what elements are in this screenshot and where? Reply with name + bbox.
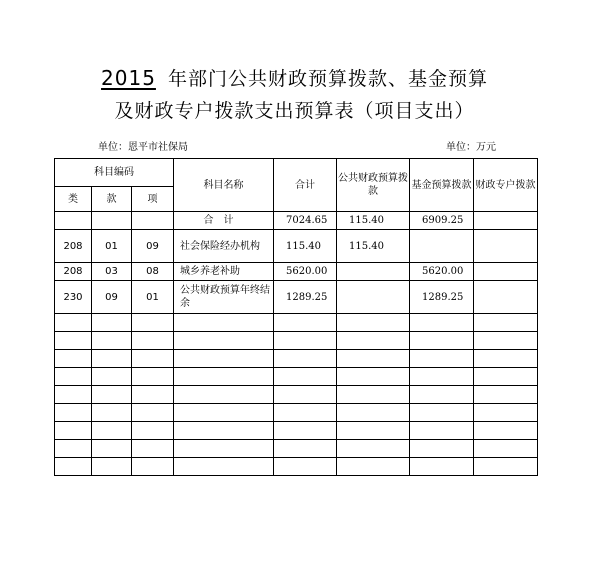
row-special <box>474 281 538 314</box>
empty-row <box>55 440 538 458</box>
total-xiang-cell <box>132 212 174 230</box>
empty-cell <box>92 332 132 350</box>
empty-cell <box>410 368 474 386</box>
total-fund: 6909.25 <box>410 212 474 230</box>
empty-cell <box>55 458 92 476</box>
empty-cell <box>274 422 337 440</box>
empty-row <box>55 404 538 422</box>
row-lei: 208 <box>55 230 92 263</box>
header-row-1 <box>55 159 538 187</box>
empty-cell <box>174 350 274 368</box>
row-subject-name: 城乡养老补助 <box>174 263 274 281</box>
row-lei: 230 <box>55 281 92 314</box>
empty-cell <box>337 422 410 440</box>
empty-cell <box>474 350 538 368</box>
row-public <box>337 263 410 281</box>
empty-cell <box>55 350 92 368</box>
row-xiang: 08 <box>132 263 174 281</box>
empty-cell <box>55 368 92 386</box>
empty-cell <box>274 404 337 422</box>
row-total: 5620.00 <box>274 263 337 281</box>
empty-cell <box>274 368 337 386</box>
empty-cell <box>174 368 274 386</box>
empty-cell <box>132 458 174 476</box>
empty-cell <box>132 368 174 386</box>
row-fund: 5620.00 <box>410 263 474 281</box>
empty-row <box>55 368 538 386</box>
empty-cell <box>55 440 92 458</box>
empty-cell <box>410 386 474 404</box>
empty-cell <box>92 314 132 332</box>
empty-cell <box>132 332 174 350</box>
header-xiang: 项 <box>132 187 174 212</box>
empty-cell <box>474 458 538 476</box>
empty-cell <box>274 350 337 368</box>
header-code-group: 科目编码 <box>55 159 174 187</box>
empty-cell <box>55 422 92 440</box>
row-public: 115.40 <box>337 230 410 263</box>
empty-cell <box>174 440 274 458</box>
empty-cell <box>337 404 410 422</box>
empty-cell <box>410 440 474 458</box>
empty-cell <box>274 332 337 350</box>
row-public <box>337 281 410 314</box>
title-line-1-text: 年部门公共财政预算拨款、基金预算 <box>167 68 488 90</box>
empty-cell <box>474 422 538 440</box>
empty-cell <box>55 314 92 332</box>
title-year: 2015 <box>101 66 156 90</box>
empty-cell <box>92 350 132 368</box>
empty-cell <box>274 386 337 404</box>
empty-cell <box>410 314 474 332</box>
table-row <box>55 281 538 314</box>
row-fund <box>410 230 474 263</box>
row-fund: 1289.25 <box>410 281 474 314</box>
empty-cell <box>132 350 174 368</box>
empty-row <box>55 314 538 332</box>
row-total: 1289.25 <box>274 281 337 314</box>
total-lei-cell <box>55 212 92 230</box>
header-special-account: 财政专户拨款 <box>474 159 538 212</box>
empty-cell <box>474 386 538 404</box>
empty-cell <box>132 386 174 404</box>
total-label: 合计 <box>174 212 274 230</box>
empty-cell <box>474 440 538 458</box>
empty-cell <box>474 314 538 332</box>
empty-row <box>55 386 538 404</box>
empty-cell <box>410 404 474 422</box>
header-kuan: 款 <box>92 187 132 212</box>
header-public-budget: 公共财政预算拨款 <box>337 159 410 212</box>
empty-cell <box>174 422 274 440</box>
empty-cell <box>92 386 132 404</box>
total-kuan-cell <box>92 212 132 230</box>
empty-cell <box>337 458 410 476</box>
row-kuan: 01 <box>92 230 132 263</box>
header-total: 合计 <box>274 159 337 212</box>
empty-cell <box>55 404 92 422</box>
empty-cell <box>92 368 132 386</box>
empty-cell <box>337 386 410 404</box>
row-lei: 208 <box>55 263 92 281</box>
budget-table <box>54 158 538 476</box>
document-title-line-1 <box>0 64 589 91</box>
empty-cell <box>92 458 132 476</box>
row-subject-name: 社会保险经办机构 <box>174 230 274 263</box>
empty-cell <box>132 314 174 332</box>
empty-cell <box>410 332 474 350</box>
table-row <box>55 263 538 281</box>
empty-cell <box>55 386 92 404</box>
header-fund-budget: 基金预算拨款 <box>410 159 474 212</box>
empty-cell <box>132 422 174 440</box>
unit-department: 单位：恩平市社保局 <box>98 142 188 153</box>
empty-cell <box>410 458 474 476</box>
empty-cell <box>174 332 274 350</box>
empty-cell <box>410 422 474 440</box>
empty-cell <box>474 368 538 386</box>
row-special <box>474 230 538 263</box>
row-total: 115.40 <box>274 230 337 263</box>
empty-row <box>55 350 538 368</box>
header-subject-name: 科目名称 <box>174 159 274 212</box>
empty-row <box>55 458 538 476</box>
row-kuan: 09 <box>92 281 132 314</box>
row-special <box>474 263 538 281</box>
total-row <box>55 212 538 230</box>
empty-cell <box>410 350 474 368</box>
total-special <box>474 212 538 230</box>
row-xiang: 09 <box>132 230 174 263</box>
row-subject-name: 公共财政预算年终结余 <box>174 281 274 314</box>
empty-cell <box>174 314 274 332</box>
total-amount: 7024.65 <box>274 212 337 230</box>
table-row <box>55 230 538 263</box>
empty-row <box>55 332 538 350</box>
empty-cell <box>174 386 274 404</box>
empty-cell <box>92 404 132 422</box>
empty-cell <box>474 332 538 350</box>
empty-cell <box>132 404 174 422</box>
row-kuan: 03 <box>92 263 132 281</box>
empty-cell <box>337 440 410 458</box>
total-public: 115.40 <box>337 212 410 230</box>
empty-rows-body <box>55 314 538 476</box>
row-xiang: 01 <box>132 281 174 314</box>
empty-cell <box>92 422 132 440</box>
empty-cell <box>337 314 410 332</box>
unit-currency: 单位：万元 <box>446 142 496 153</box>
empty-cell <box>92 440 132 458</box>
empty-cell <box>55 332 92 350</box>
header-lei: 类 <box>55 187 92 212</box>
empty-cell <box>174 458 274 476</box>
empty-cell <box>337 350 410 368</box>
empty-cell <box>174 404 274 422</box>
empty-cell <box>274 458 337 476</box>
empty-cell <box>274 314 337 332</box>
document-title-line-2: 及财政专户拨款支出预算表（项目支出） <box>114 100 475 122</box>
empty-cell <box>274 440 337 458</box>
empty-cell <box>337 332 410 350</box>
empty-row <box>55 422 538 440</box>
empty-cell <box>132 440 174 458</box>
empty-cell <box>474 404 538 422</box>
empty-cell <box>337 368 410 386</box>
